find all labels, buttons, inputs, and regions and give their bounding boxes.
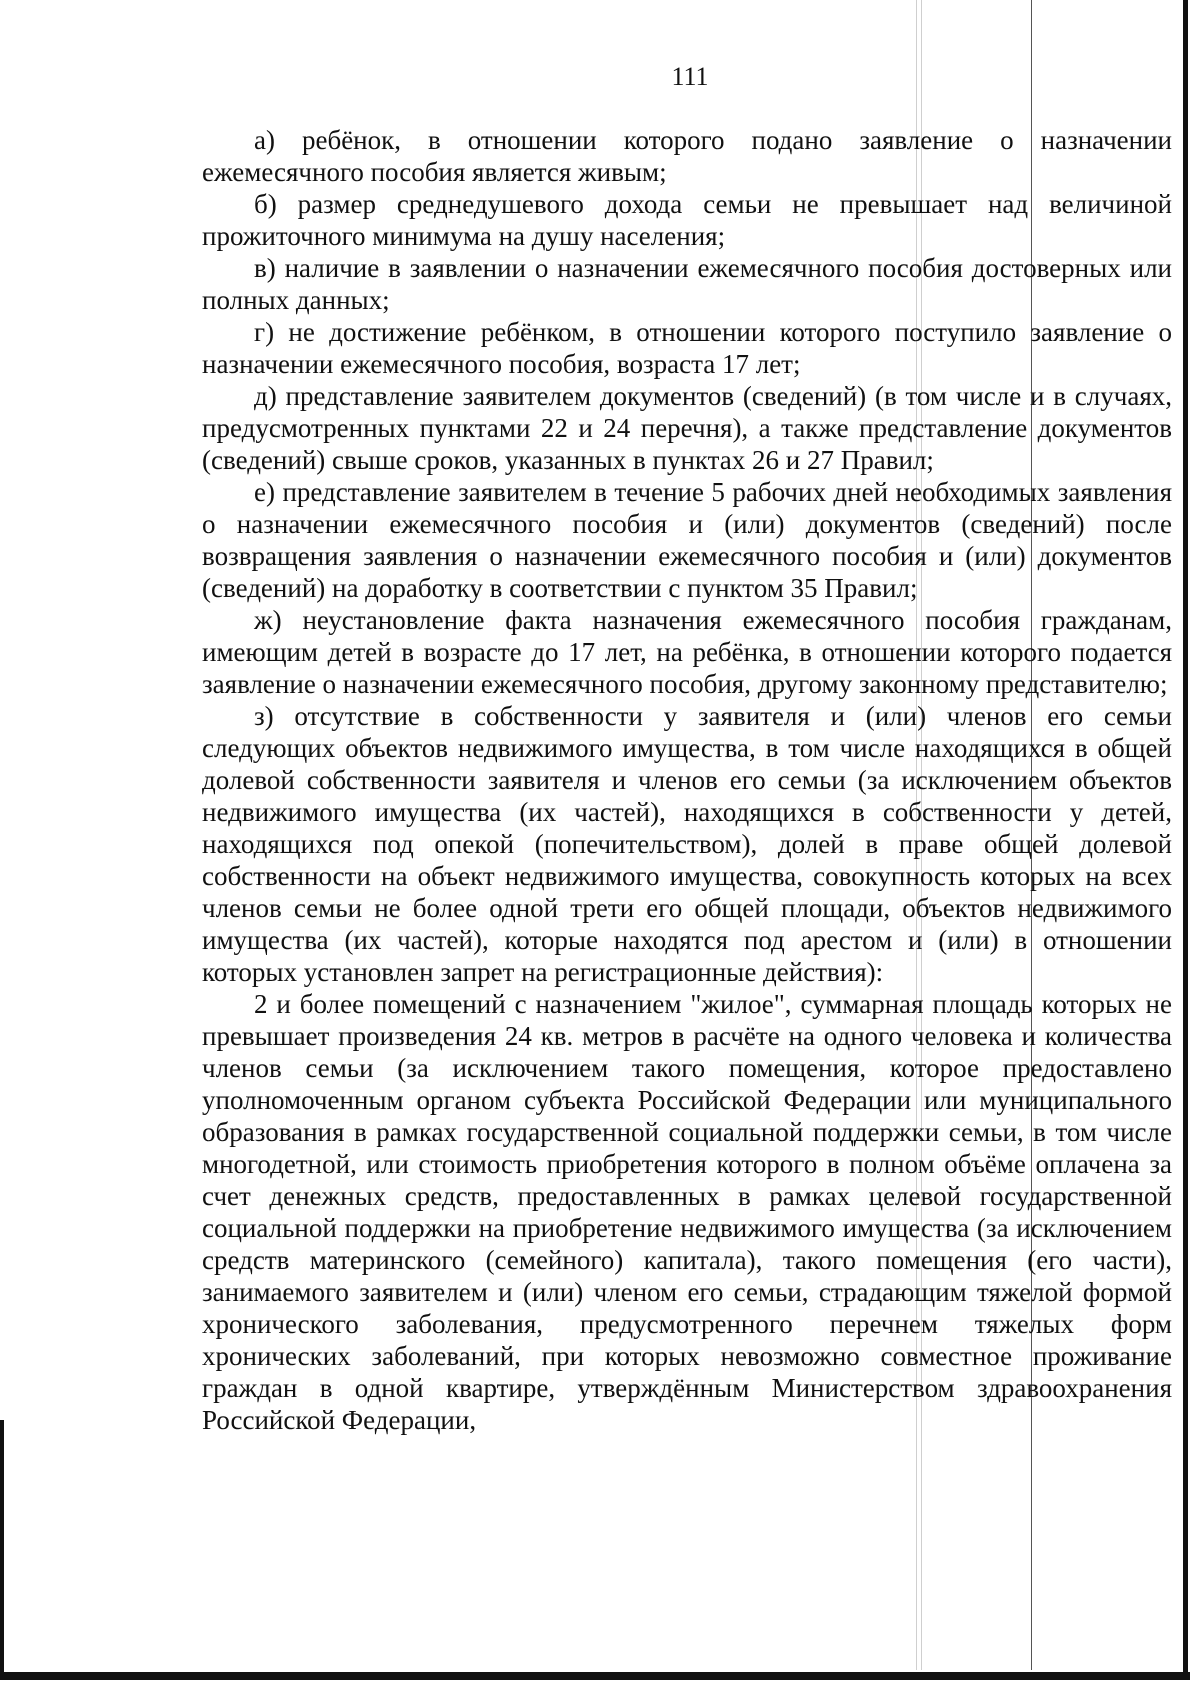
paragraph-e: е) представление заявителем в течение 5 рабочих дней необходимых заявления о назначении ежемесячного пособия и (или) документов (сведений) после возвращения заявления о назначении ежемесячного пособия и (или) документов (сведений) на доработку в соответствии с пунктом 35 Правил; — [202, 477, 1172, 603]
paragraph-g: г) не достижение ребёнком, в отношении которого поступило заявление о назначении ежемесячного пособия, возраста 17 лет; — [202, 317, 1172, 379]
paragraph-v: в) наличие в заявлении о назначении ежемесячного пособия достоверных или полных данных; — [202, 253, 1172, 315]
paragraph-zh: ж) неустановление факта назначения ежемесячного пособия гражданам, имеющим детей в возрасте до 17 лет, на ребёнка, в отношении которого подается заявление о назначении ежемесячного пособия, другому законному представителю; — [202, 605, 1172, 699]
paragraph-premises: 2 и более помещений с назначением "жилое", суммарная площадь которых не превышает произведения 24 кв. метров в расчёте на одного человека и количества членов семьи (за исключением такого помещения, которое предоставлено уполномоченным органом субъекта Российской Федерации или муниципального образования в рамках государственной социальной поддержки семьи, в том числе многодетной, или стоимость приобретения которого в полном объёме оплачена за счет денежных средств, предоставленных в рамках целевой государственной социальной поддержки на приобретение недвижимого имущества (за исключением средств материнского (семейного) капитала), такого помещения (его части), занимаемого заявителем и (или) членом его семьи, страдающим тяжелой формой хронического заболевания, предусмотренного перечнем тяжелых форм хронических заболеваний, при которых невозможно совместное проживание граждан в одной квартире, утверждённым Министерством здравоохранения Российской Федерации, — [202, 989, 1172, 1435]
scan-border-right — [1183, 0, 1188, 1680]
paragraph-b: б) размер среднедушевого дохода семьи не превышает над величиной прожиточного минимума на душу населения; — [202, 189, 1172, 251]
scan-border-bottom — [0, 1672, 1190, 1680]
paragraph-a: а) ребёнок, в отношении которого подано заявление о назначении ежемесячного пособия является живым; — [202, 125, 1172, 187]
document-body — [202, 124, 1172, 1436]
page-number: 111 — [671, 62, 709, 91]
scan-border-left — [0, 1420, 4, 1680]
paragraph-z: з) отсутствие в собственности у заявителя и (или) членов его семьи следующих объектов недвижимого имущества, в том числе находящихся в общей долевой собственности заявителя и членов его семьи (за исключением объектов недвижимого имущества (их частей), находящихся в собственности у детей, находящихся под опекой (попечительством), долей в праве общей долевой собственности на объект недвижимого имущества, совокупность которых на всех членов семьи не более одной трети его общей площади, объектов недвижимого имущества (их частей), которые находятся под арестом и (или) в отношении которых установлен запрет на регистрационные действия): — [202, 701, 1172, 987]
paragraph-d: д) представление заявителем документов (сведений) (в том числе и в случаях, предусмотренных пунктами 22 и 24 перечня), а также представление документов (сведений) свыше сроков, указанных в пунктах 26 и 27 Правил; — [202, 381, 1172, 475]
